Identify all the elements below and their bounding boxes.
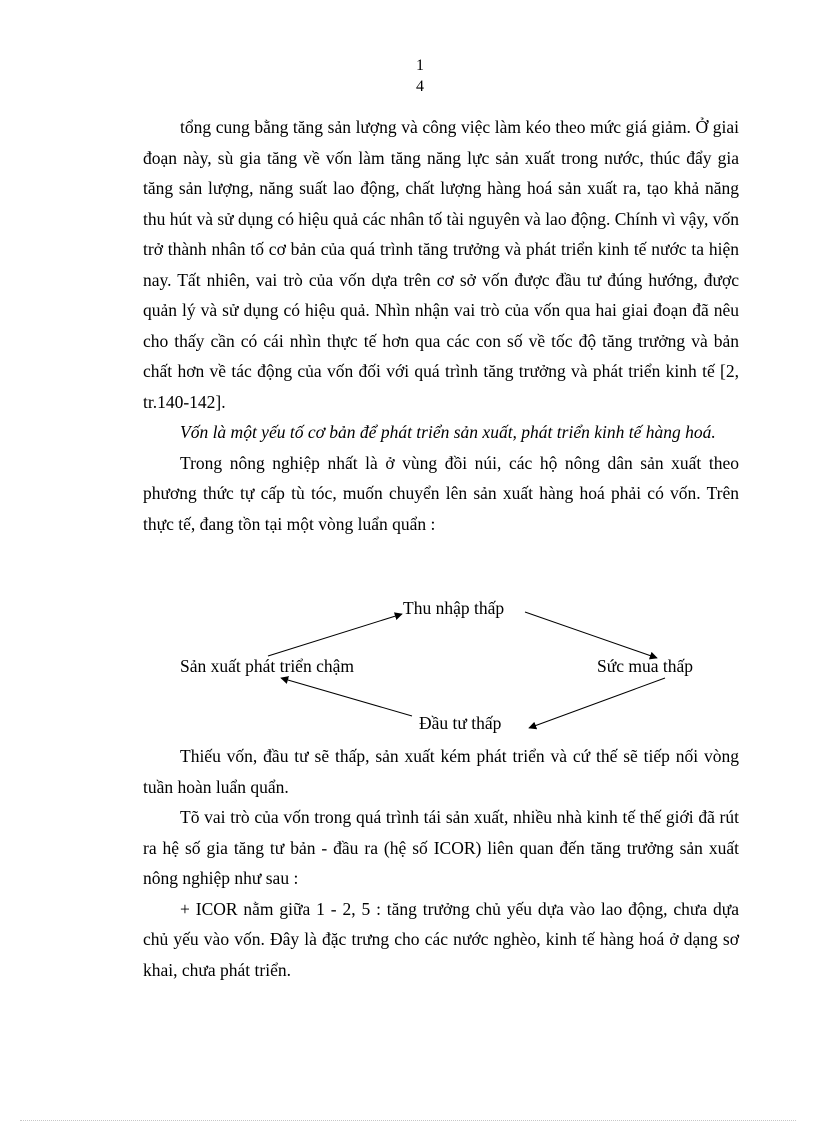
paragraph-lack-of-capital: Thiếu vốn, đầu tư sẽ thấp, sản xuất kém phát triển và cứ thế sẽ tiếp nối vòng tuần hoàn luẩn quẩn. <box>143 746 739 797</box>
paragraph-vicious-circle-intro: Trong nông nghiệp nhất là ở vùng đồi núi, các hộ nông dân sản xuất theo phương thức tự cấp tù tóc, muốn chuyển lên sản xuất hàng hoá phải có vốn. Trên thực tế, đang tồn tại một vòng luẩn quẩn : <box>143 452 739 534</box>
arrow-left-to-top <box>268 614 402 656</box>
paragraph-capital-role: tổng cung bằng tăng sản lượng và công việc làm kéo theo mức giá giảm. Ở giai đoạn này, sù gia tăng về vốn làm tăng năng lực sản xuất trong nước, thúc đẩy gia tăng sản lượng, năng suất lao động, chất lượng hàng hoá sản xuất ra, tạo khả năng thu hút và sử dụng có hiệu quả các nhân tố tài nguyên và lao động. Chính vì vậy, vốn trở thành nhân tố cơ bản của quá trình tăng trưởng và phát triển kinh tế nước ta hiện nay. Tất nhiên, vai trò của vốn dựa trên cơ sở vốn được đầu tư đúng hướng, được quản lý và sử dụng có hiệu quả. Nhìn nhận vai trò của vốn qua hai giai đoạn đã nêu cho thấy cần có cái nhìn thực tế hơn qua các con số về tốc độ tăng trưởng và bản chất hơn về tác động của vốn đối với quá trình tăng trưởng và phát triển kinh tế [2, tr.140-142]. <box>143 117 739 412</box>
page-number-bottom: 4 <box>416 78 424 95</box>
page-number-top: 1 <box>416 57 424 74</box>
arrow-right-to-bottom <box>529 678 665 728</box>
vicious-circle-diagram <box>0 590 816 740</box>
paragraph-icor-range: + ICOR nằm giữa 1 - 2, 5 : tăng trưởng chủ yếu dựa vào lao động, chưa dựa chủ yếu vào vốn. Đây là đặc trưng cho các nước nghèo, kinh tế hàng hoá ở dạng sơ khai, chưa phát triển. <box>143 898 739 980</box>
page-bottom-rule <box>20 1120 796 1121</box>
arrow-bottom-to-left <box>281 678 412 716</box>
arrow-top-to-right <box>525 612 657 658</box>
cycle-node-low-investment: Đầu tư thấp <box>419 713 502 733</box>
cycle-node-slow-production: Sản xuất phát triển chậm <box>180 656 354 676</box>
text-block-lower <box>143 741 739 985</box>
text-block-upper <box>143 112 739 539</box>
cycle-node-low-income: Thu nhập thấp <box>403 598 505 618</box>
paragraph-capital-factor: Vốn là một yếu tố cơ bản để phát triển sản xuất, phát triển kinh tế hàng hoá. <box>180 422 716 442</box>
cycle-node-low-purchasing-power: Sức mua thấp <box>597 656 693 676</box>
paragraph-icor-intro: Tõ vai trò của vốn trong quá trình tái sản xuất, nhiều nhà kinh tế thế giới đã rút ra hệ số gia tăng tư bản - đầu ra (hệ số ICOR) liên quan đến tăng trưởng sản xuất nông nghiệp như sau : <box>143 807 739 888</box>
